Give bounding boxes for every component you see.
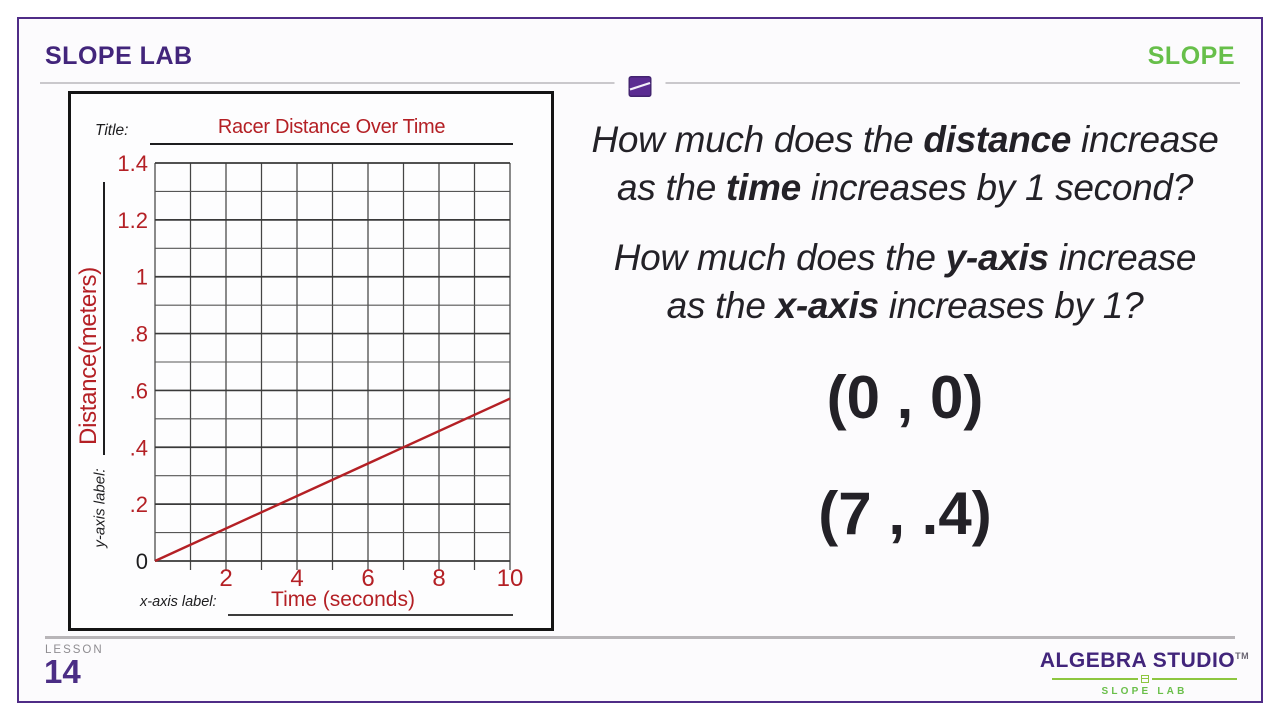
- y-tick-label: .2: [129, 492, 148, 518]
- y-axis-blank-line: [103, 182, 105, 455]
- question-text-segment: as the: [617, 167, 726, 208]
- question-2: [560, 234, 1250, 330]
- coordinate-pair-1: (0 , 0): [826, 364, 984, 431]
- worksheet-grid-svg: [71, 94, 551, 628]
- question-text-segment: y-axis: [945, 237, 1049, 278]
- question-1: [560, 116, 1250, 212]
- header-brand: SLOPE LAB: [45, 42, 193, 70]
- y-tick-label: .4: [129, 435, 148, 461]
- question-line: [560, 234, 1250, 282]
- x-tick-label: 10: [496, 565, 524, 592]
- question-text-segment: distance: [923, 119, 1072, 160]
- y-axis-caption: y-axis label:: [91, 468, 109, 548]
- footer-divider: [45, 636, 1235, 639]
- x-tick-label: 8: [432, 565, 446, 592]
- x-axis-label: Time (seconds): [271, 588, 415, 611]
- question-text-segment: increase: [1048, 237, 1197, 278]
- question-text-segment: increases by 1 second?: [800, 167, 1193, 208]
- mini-slope-icon: [1141, 675, 1149, 683]
- algebra-studio-logo: [1039, 649, 1250, 697]
- question-text-segment: x-axis: [775, 285, 879, 326]
- question-text-segment: increases by 1?: [878, 285, 1144, 326]
- lesson-label: LESSON: [45, 644, 104, 656]
- coordinate-pair-2: (7 , .4): [818, 480, 992, 547]
- trademark-mark: TM: [1235, 651, 1250, 661]
- logo-rule: [1052, 675, 1237, 683]
- question-text-segment: as the: [666, 285, 776, 326]
- slope-icon-graphic: [629, 76, 652, 97]
- logo-rule-left: [1052, 678, 1138, 680]
- x-axis-caption: x-axis label:: [140, 594, 217, 610]
- logo-subtitle: SLOPE LAB: [1101, 686, 1188, 697]
- worksheet-title: Racer Distance Over Time: [217, 116, 446, 138]
- y-tick-label: .6: [129, 378, 148, 404]
- x-axis-blank-line: [228, 614, 513, 616]
- worksheet-panel: [68, 91, 554, 631]
- y-tick-label: 1.2: [117, 207, 148, 233]
- logo-title: [1040, 649, 1249, 673]
- x-tick-label: 4: [290, 565, 304, 592]
- y-tick-label: 1.4: [117, 151, 148, 176]
- header-lesson-title: SLOPE: [1147, 42, 1235, 70]
- x-tick-label: 6: [361, 565, 375, 592]
- y-tick-label: 1: [135, 264, 148, 290]
- question-text-segment: How much does the: [613, 237, 946, 278]
- question-text-segment: How much does the: [591, 119, 924, 160]
- slope-logo-icon: [615, 72, 666, 101]
- question-text-segment: time: [725, 167, 801, 208]
- y-tick-label: .8: [129, 321, 148, 347]
- question-text-segment: increase: [1071, 119, 1219, 160]
- lesson-number: 14: [44, 653, 81, 690]
- question-line: [560, 282, 1250, 330]
- logo-name: ALGEBRA STUDIO: [1039, 649, 1236, 672]
- question-line: [560, 164, 1250, 212]
- worksheet-title-caption: Title:: [95, 122, 129, 139]
- question-line: [560, 116, 1250, 164]
- x-tick-label: 2: [219, 565, 233, 592]
- logo-rule-right: [1152, 678, 1238, 680]
- y-axis-label: Distance(meters): [75, 267, 102, 445]
- y-tick-label: 0: [135, 549, 148, 574]
